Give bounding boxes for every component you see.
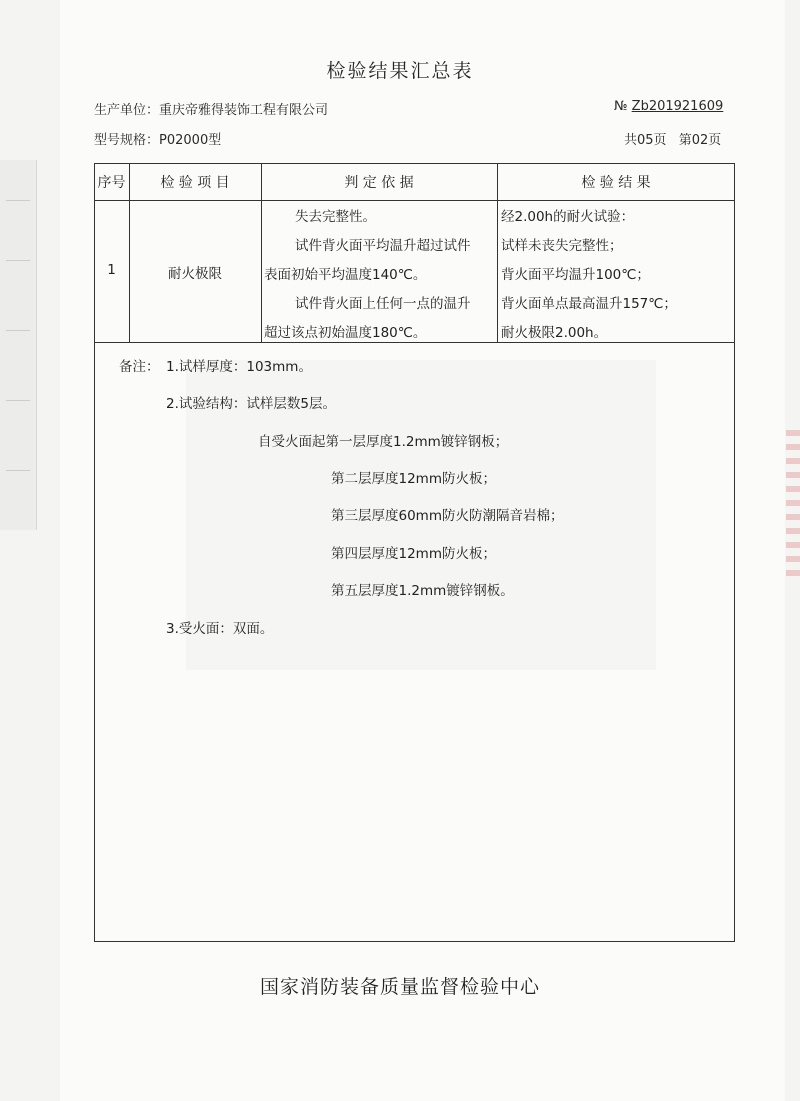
row-divider — [94, 342, 735, 343]
header-criteria: 判 定 依 据 — [344, 175, 414, 191]
criteria-line: 失去完整性。 — [295, 209, 376, 225]
model-label: 型号规格： — [94, 133, 160, 148]
left-binding-strip — [0, 160, 37, 530]
header-index: 序号 — [97, 175, 126, 191]
producer-label: 生产单位： — [94, 103, 160, 118]
producer-row — [94, 99, 328, 118]
note-line: 3.受火面：双面。 — [166, 621, 274, 637]
note-line: 第三层厚度60mm防火防潮隔音岩棉； — [331, 508, 564, 524]
report-no-value: Zb201921609 — [631, 99, 724, 114]
criteria-line: 表面初始平均温度140℃。 — [264, 267, 427, 283]
report-no-prefix: № — [614, 99, 628, 114]
page-total: 共05页 — [624, 133, 667, 148]
criteria-line: 试件背火面上任何一点的温升 — [295, 296, 471, 312]
note-line: 1.试样厚度：103mm。 — [166, 359, 312, 375]
criteria-line: 试件背火面平均温升超过试件 — [295, 238, 471, 254]
header-item: 检 验 项 目 — [160, 175, 230, 191]
model-row — [94, 129, 221, 148]
result-line: 背火面平均温升100℃； — [501, 267, 650, 283]
note-line: 第五层厚度1.2mm镀锌钢板。 — [331, 583, 514, 599]
document-title: 检验结果汇总表 — [326, 60, 474, 82]
note-line: 第四层厚度12mm防火板； — [331, 546, 496, 562]
row-index: 1 — [107, 262, 116, 278]
model-value: P02000型 — [159, 133, 222, 148]
issuer-footer: 国家消防装备质量监督检验中心 — [259, 976, 540, 998]
header-result: 检 验 结 果 — [581, 175, 651, 191]
notes-label: 备注： — [119, 359, 160, 375]
producer-value: 重庆帝雅得装饰工程有限公司 — [159, 103, 329, 118]
criteria-line: 超过该点初始温度180℃。 — [264, 325, 427, 341]
result-line: 试样未丧失完整性； — [501, 238, 623, 254]
result-line: 背火面单点最高温升157℃； — [501, 296, 677, 312]
result-line: 耐火极限2.00h。 — [501, 325, 608, 341]
result-line: 经2.00h的耐火试验： — [501, 209, 635, 225]
note-line: 自受火面起第一层厚度1.2mm镀锌钢板； — [258, 434, 509, 450]
report-number — [614, 99, 723, 114]
note-line: 第二层厚度12mm防火板； — [331, 471, 496, 487]
header-divider — [94, 200, 735, 201]
note-line: 2.试验结构：试样层数5层。 — [166, 396, 336, 412]
red-seal-edge — [786, 430, 800, 580]
page-current: 第02页 — [678, 133, 722, 148]
page-info — [624, 129, 721, 148]
row-item: 耐火极限 — [168, 266, 222, 282]
